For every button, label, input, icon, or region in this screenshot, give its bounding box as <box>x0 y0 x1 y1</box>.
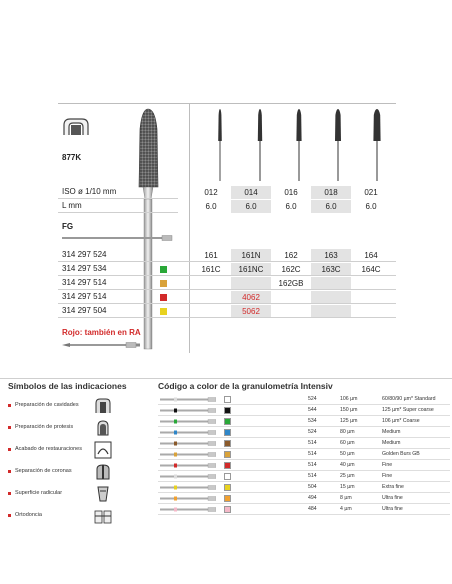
order-cell: 162 <box>284 251 298 260</box>
fg-label: FG <box>62 222 74 231</box>
product-panel <box>58 103 396 365</box>
grit-number: 514 <box>308 440 317 446</box>
bur-shank-icon <box>160 419 216 424</box>
symbol-label: Preparación de protesis <box>15 424 74 430</box>
row-rule <box>158 459 450 460</box>
grit-name: Ultra fine <box>382 495 403 501</box>
row-rule <box>158 415 450 416</box>
bur-size-018-icon <box>331 107 345 181</box>
row-rule <box>158 470 450 471</box>
order-code: 314 297 504 <box>62 306 107 315</box>
grit-color-square <box>224 473 231 480</box>
length-cell: 6.0 <box>205 202 217 211</box>
row-rule <box>158 437 450 438</box>
size-cell: 016 <box>284 188 298 197</box>
bur-size-012-icon <box>213 107 227 181</box>
granulometry-title: Código a color de la granulometría Intensiv <box>158 381 333 391</box>
bur-shank-icon <box>160 463 216 468</box>
granulometry-row <box>158 505 450 514</box>
grit-size: 50 µm <box>340 451 355 457</box>
diamond-bur-illustration <box>128 107 178 357</box>
orthodontics-icon <box>94 507 112 525</box>
length-cell: 6.0 <box>285 202 297 211</box>
order-cell: 162C <box>281 265 301 274</box>
order-code: 314 297 514 <box>62 278 107 287</box>
cavity-preparation-icon <box>94 397 112 415</box>
bur-shank-icon <box>160 441 216 446</box>
order-cell: 4062 <box>231 291 271 304</box>
top-rule <box>58 103 396 104</box>
grit-name: Extra fine <box>382 484 404 490</box>
grit-size: 4 µm <box>340 506 352 512</box>
symbol-label: Separación de coronas <box>15 468 72 474</box>
bur-size-014-icon <box>253 107 267 181</box>
order-cell: 161NC <box>231 263 271 276</box>
bur-shank-icon <box>160 485 216 490</box>
row-rule <box>158 426 450 427</box>
order-cell: 161 <box>204 251 218 260</box>
order-cell: 163 <box>311 249 351 262</box>
grit-number: 494 <box>308 495 317 501</box>
symbol-item <box>8 418 138 440</box>
row-rule <box>158 404 450 405</box>
order-cell: 162GB <box>278 279 304 288</box>
grit-number: 544 <box>308 407 317 413</box>
grit-number: 534 <box>308 418 317 424</box>
yellow-color-square <box>160 308 167 315</box>
bur-shank-icon <box>160 430 216 435</box>
symbol-label: Superficie radicular <box>15 490 63 496</box>
length-cell: 6.0 <box>365 202 377 211</box>
rojo-note: Rojo: también en RA <box>62 328 141 337</box>
order-cell: 161N <box>231 249 271 262</box>
prosthesis-preparation-icon <box>94 419 112 437</box>
granulometry-row <box>158 395 450 404</box>
bur-size-021-icon <box>370 107 384 181</box>
grit-number: 514 <box>308 451 317 457</box>
bullet-icon <box>8 426 11 429</box>
grit-color-square <box>224 451 231 458</box>
length-label: L mm <box>62 201 82 210</box>
granulometry-row <box>158 417 450 426</box>
grit-color-square <box>224 407 231 414</box>
order-cell: 164 <box>364 251 378 260</box>
order-row <box>58 277 396 290</box>
bur-shank-icon <box>160 452 216 457</box>
order-cell: 5062 <box>231 305 271 318</box>
fg-shank-icon <box>62 234 182 242</box>
row-rule <box>158 481 450 482</box>
bullet-icon <box>8 404 11 407</box>
grit-color-square <box>224 429 231 436</box>
gold-color-square <box>160 280 167 287</box>
grit-name: Medium <box>382 440 401 446</box>
symbol-item <box>8 396 138 418</box>
grit-size: 8 µm <box>340 495 352 501</box>
root-surface-icon <box>94 485 112 503</box>
granulometry-row <box>158 406 450 415</box>
bullet-icon <box>8 492 11 495</box>
granulometry-row <box>158 494 450 503</box>
grit-size: 125 µm <box>340 418 358 424</box>
grit-name: 125 µm* Super coarse <box>382 407 434 413</box>
iso-row <box>58 186 396 199</box>
row-rule <box>58 261 396 262</box>
bur-shank-icon <box>160 507 216 512</box>
grit-color-square <box>224 440 231 447</box>
symbol-label: Acabado de restauraciones <box>15 446 82 452</box>
grit-size: 60 µm <box>340 440 355 446</box>
shape-icon <box>62 117 90 137</box>
symbols-title: Símbolos de las indicaciones <box>8 381 127 391</box>
order-code: 314 297 534 <box>62 264 107 273</box>
grit-color-square <box>224 495 231 502</box>
grit-color-square <box>224 462 231 469</box>
bur-shank-icon <box>160 474 216 479</box>
grit-name: Golden Burs GB <box>382 451 420 457</box>
iso-label: ISO ø 1/10 mm <box>62 187 117 196</box>
order-cell: 163C <box>311 263 351 276</box>
row-rule <box>58 212 178 213</box>
grit-number: 514 <box>308 462 317 468</box>
grit-number: 524 <box>308 396 317 402</box>
row-rule <box>58 275 396 276</box>
bur-shank-icon <box>160 397 216 402</box>
bullet-icon <box>8 514 11 517</box>
red-color-square <box>160 294 167 301</box>
grit-color-square <box>224 484 231 491</box>
grit-size: 40 µm <box>340 462 355 468</box>
bur-shank-icon <box>160 408 216 413</box>
order-code: 314 297 514 <box>62 292 107 301</box>
granulometry-row <box>158 483 450 492</box>
row-rule <box>58 303 396 304</box>
grit-size: 150 µm <box>340 407 358 413</box>
grit-color-square <box>224 396 231 403</box>
grit-number: 514 <box>308 473 317 479</box>
ra-shank-icon <box>62 340 142 350</box>
length-cell: 6.0 <box>231 200 271 213</box>
granulometry-row <box>158 428 450 437</box>
order-row <box>58 263 396 276</box>
row-rule <box>158 492 450 493</box>
row-rule <box>58 317 396 318</box>
length-cell: 6.0 <box>311 200 351 213</box>
grit-name: 106 µm* Coarse <box>382 418 420 424</box>
length-row <box>58 200 396 213</box>
section-divider <box>0 378 452 379</box>
grit-color-square <box>224 506 231 513</box>
symbol-item <box>8 484 138 506</box>
order-cell: 164C <box>361 265 381 274</box>
size-cell: 021 <box>364 188 378 197</box>
grit-name: Ultra fine <box>382 506 403 512</box>
grit-name: Fine <box>382 473 393 479</box>
row-rule <box>158 503 450 504</box>
symbol-item <box>8 462 138 484</box>
granulometry-row <box>158 472 450 481</box>
grit-name: Medium <box>382 429 401 435</box>
bur-size-016-icon <box>292 107 306 181</box>
reference-code: 877K <box>62 153 82 162</box>
size-cell: 018 <box>311 186 351 199</box>
granulometry-row <box>158 450 450 459</box>
order-cell: 161C <box>201 265 221 274</box>
bullet-icon <box>8 448 11 451</box>
order-row <box>58 249 396 262</box>
grit-number: 484 <box>308 506 317 512</box>
grit-number: 504 <box>308 484 317 490</box>
grit-name: 60/80/90 µm* Standard <box>382 396 436 402</box>
granulometry-row <box>158 439 450 448</box>
size-cell: 012 <box>204 188 218 197</box>
grit-size: 80 µm <box>340 429 355 435</box>
grit-size: 106 µm <box>340 396 358 402</box>
grit-size: 25 µm <box>340 473 355 479</box>
green-color-square <box>160 266 167 273</box>
grit-size: 15 µm <box>340 484 355 490</box>
grit-number: 524 <box>308 429 317 435</box>
size-cell: 014 <box>231 186 271 199</box>
order-row <box>58 291 396 304</box>
order-code: 314 297 524 <box>62 250 107 259</box>
row-rule <box>158 448 450 449</box>
bur-shank-icon <box>160 496 216 501</box>
symbol-item <box>8 440 138 462</box>
grit-color-square <box>224 418 231 425</box>
row-rule <box>58 289 396 290</box>
symbol-label: Preparación de cavidades <box>15 402 79 408</box>
granulometry-row <box>158 461 450 470</box>
symbol-item <box>8 506 138 528</box>
row-rule <box>158 514 450 515</box>
restoration-finishing-icon <box>94 441 112 459</box>
row-rule <box>58 198 178 199</box>
bullet-icon <box>8 470 11 473</box>
order-row <box>58 305 396 318</box>
symbol-label: Ortodoncia <box>15 512 42 518</box>
crown-separation-icon <box>94 463 112 481</box>
grit-name: Fine <box>382 462 393 468</box>
